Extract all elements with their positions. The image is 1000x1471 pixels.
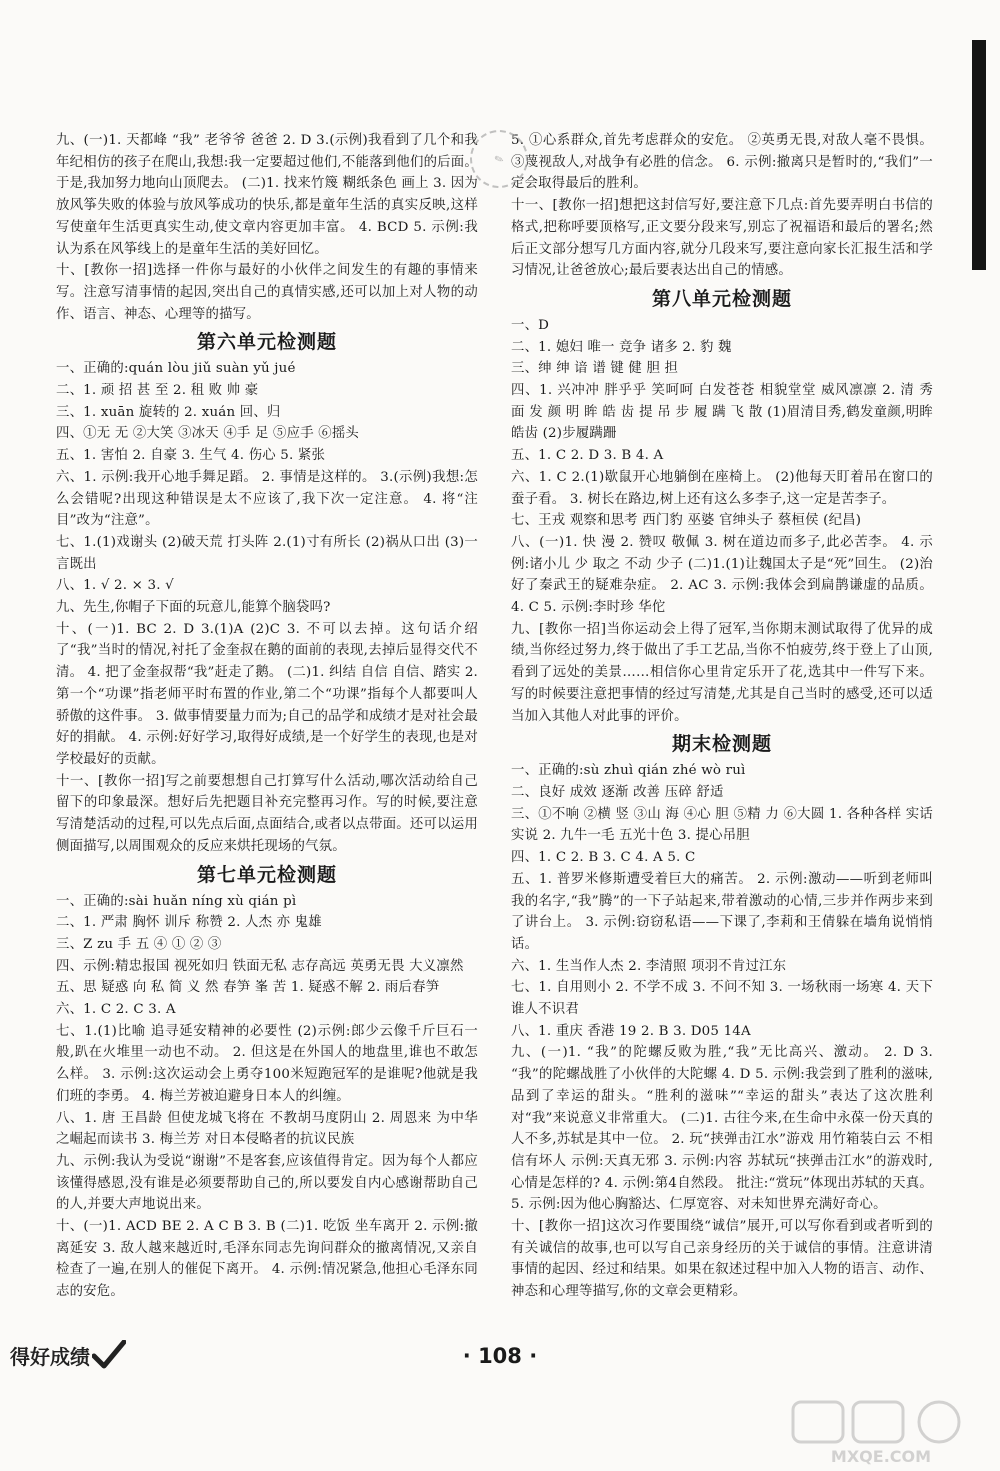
answer-paragraph: 五、思 疑惑 向 私 简 义 然 春笋 峯 苦 1. 疑惑不解 2. 雨后春笋 [56, 980, 440, 996]
answer-paragraph: 五、1. 普罗米修斯遭受着巨大的痛苦。 2. 示例:激动——听到老师叫我的名字,“我”腾”的一下子站起来,带着激动的心情,三步并作两步来到了讲台上。 3. 示例:窃窃私语——下课了,李莉和王倩躲在墙角说悄悄话。 [511, 871, 933, 952]
answer-paragraph: 七、1.(1)戏谢头 (2)破天荒 打头阵 2.(1)寸有所长 (2)祸从口出 (3)一言既出 [56, 534, 478, 572]
answer-paragraph: 5. ①心系群众,首先考虑群众的安危。 ②英勇无畏,对敌人毫不畏惧。 ③蔑视敌人,对战争有必胜的信念。 6. 示例:撤离只是暂时的,“我们”一定会取得最后的胜利。 [511, 133, 933, 192]
answer-paragraph: 三、Z zu 手 五 ④ ① ② ③ [56, 936, 222, 952]
watermark-text: MXQE.COM [830, 1447, 932, 1466]
answer-paragraph: 七、王戎 观察和思考 西门豹 巫婆 官绅头子 蔡桓侯 (纪昌) [511, 513, 862, 529]
answer-paragraph: 九、(一)1. “我”的陀螺反败为胜,“我”无比高兴、激动。 2. D 3. “我”的陀螺战胜了小伙伴的大陀螺 4. D 5. 示例:我尝到了胜利的滋味,品到了幸运的甜头。“胜利的滋味”“幸运的甜头”表达了这次胜利对“我”来说意义非常重大。 (二)1. 古往今来,在生命中永葆一份天真的人不多,苏轼是其中一位。 2. 玩“挟弹击江水”游戏 用竹箱装白云 不相信有坏人 示例:天真无邪 3. 示例:内容 苏轼玩“挟弹击江水”的游戏时,心情是怎样的? 4. 示例:第4自然段。 批注:“赏玩”体现出苏轼的天真。 5. 示例:因为他心胸豁达、仁厚宽容、对未知世界充满好奇心。 [511, 1045, 933, 1213]
answer-paragraph: 八、1. 唐 王昌龄 但使龙城飞将在 不教胡马度阴山 2. 周恩来 为中华之崛起而读书 3. 梅兰芳 对日本侵略者的抗议民族 [56, 1110, 478, 1148]
left-column [56, 130, 478, 1303]
answer-paragraph: 六、1. 示例:我开心地手舞足蹈。 2. 事情是这样的。 3.(示例)我想:怎么会错呢?出现这种错误是太不应该了,我下次一定注意。 4. 将“注目”改为“注意”。 [56, 469, 478, 529]
section-heading: 第六单元检测题 [196, 331, 337, 354]
answer-paragraph: 十、[教你一招]这次习作要围绕“诚信”展开,可以写你看到或者听到的有关诚信的故事,也可以写自己亲身经历的关于诚信的事情。注意讲清事情的起因、经过和结果。如果在叙述过程中加入人物的语言、动作、神态和心理等描写,你的文章会更精彩。 [511, 1219, 933, 1300]
answer-paragraph: 十、(一)1. BC 2. D 3.(1)A (2)C 3. 不可以去掉。这句话介绍了“我”当时的情况,衬托了金奎叔在鹅的面前的表现,去掉后显得交代不清。 4. 把了金奎叔帮“我”赶走了鹅。 (二)1. 纠结 自信 自信、踏实 2. 第一个“功课”指老师平时布置的作业,第二个“功课”指每个人都要叫人骄傲的这件事。 3. 做事情要量力而为;自己的品学和成绩才是对社会最好的捐献。 4. 示例:好好学习,取得好成绩,是一个好学生的表现,也是对学校最好的贡献。 [56, 621, 478, 767]
answer-paragraph: 五、1. C 2. D 3. B 4. A [511, 448, 664, 464]
section-heading: 第八单元检测题 [651, 287, 792, 310]
answer-paragraph: 三、1. xuān 旋转的 2. xuán 回、归 [56, 404, 281, 420]
answer-paragraph: 五、1. 害怕 2. 自豪 3. 生气 4. 伤心 5. 紧张 [56, 448, 326, 464]
answer-paragraph: 十一、[教你一招]写之前要想想自己打算写什么活动,哪次活动给自己留下的印象最深。想好后先把题目补充完整再习作。写的时候,要注意写清楚活动的过程,可以先点后面,点面结合,或者以点带面。还可以运用侧面描写,以周围观众的反应来烘托现场的气氛。 [56, 773, 478, 854]
answer-paragraph: 八、1. 重庆 香港 19 2. B 3. D05 14A [511, 1023, 751, 1039]
answer-paragraph: 六、1. C 2. C 3. A [56, 1002, 176, 1018]
answer-paragraph: 四、示例:精忠报国 视死如归 铁面无私 志存高远 英勇无畏 大义凛然 [56, 958, 464, 974]
answer-paragraph: 八、(一)1. 快 漫 2. 赞叹 敬佩 3. 树在道边而多子,此必苦李。 4. 示例:诸小儿 少 取之 不动 少子 (二)1.(1)让魏国太子是“死”回生。 (2)治好了秦武王的疑难杂症。 2. AC 3. 示例:我体会到扁鹊谦虚的品质。 4. C 5. 示例:李时珍 华佗 [511, 534, 933, 616]
answer-paragraph: 十一、[教你一招]想把这封信写好,要注意下几点:首先要弄明白书信的格式,把称呼要顶格写,正文要分段来写,别忘了祝福语和最后的署名;然后正文部分想写几方面内容,就分几段来写,要注意向家长汇报生活和学习情况,让爸爸放心;最后要表达出自己的情感。 [511, 198, 933, 279]
answer-paragraph: 四、①无 无 ②大笑 ③冰天 ④手 足 ⑤应手 ⑥摇头 [56, 426, 360, 442]
answer-paragraph: 三、绅 绅 谙 谱 键 健 胆 担 [511, 361, 679, 377]
answer-paragraph: 三、①不响 ②横 竖 ③山 海 ④心 胆 ⑤精 力 ⑥大圆 1. 各种各样 实话实说 2. 九牛一毛 五光十色 3. 提心吊胆 [511, 806, 933, 844]
brand-logo [10, 1340, 126, 1370]
answer-paragraph: 六、1. C 2.(1)歇鼠开心地躺倒在座椅上。 (2)他每天盯着吊在窗口的蚕子看。 3. 树长在路边,树上还有这么多李子,这一定是苦李子。 [511, 469, 933, 507]
answer-paragraph: 二、良好 成效 逐渐 改善 压碎 舒适 [511, 784, 724, 800]
page-number: · 108 · [462, 1344, 538, 1368]
answer-paragraph: 九、先生,你帽子下面的玩意儿,能算个脑袋吗? [56, 600, 331, 616]
answer-paragraph: 二、1. 顽 招 甚 至 2. 租 败 帅 豪 [56, 383, 259, 399]
answer-paragraph: 一、正确的:sài huǎn níng xù qián pì [56, 893, 297, 909]
answer-paragraph: 十、[教你一招]选择一件你与最好的小伙伴之间发生的有趣的事情来写。注意写清事情的起因,突出自己的真情实感,还可以加上对人物的动作、语言、神态、心理等的描写。 [56, 263, 478, 322]
answer-paragraph: 一、D [511, 317, 550, 333]
answer-paragraph: 八、1. √ 2. × 3. √ [56, 578, 174, 594]
answer-paragraph: 六、1. 生当作人杰 2. 李清照 项羽不肯过江东 [511, 958, 787, 974]
answer-paragraph: 七、1. 自用则小 2. 不学不成 3. 不问不知 3. 一场秋雨一场寒 4. 天下谁人不识君 [511, 980, 933, 1018]
answer-paragraph: 二、1. 严肃 胸怀 训斥 称赞 2. 人杰 亦 鬼雄 [56, 915, 322, 931]
answer-paragraph: 一、正确的:quán lòu jiǔ suàn yǔ jué [56, 361, 296, 377]
answer-paragraph: 四、1. 兴冲冲 胖乎乎 笑呵呵 白发苍苍 相貌堂堂 威风凛凛 2. 清 秀 面 发 颜 明 眸 皓 齿 提 吊 步 履 蹒 飞 散 (1)眉清目秀,鹤发童颜,明眸皓齿 (2)步履蹒跚 [511, 383, 933, 442]
section-heading: 期末检测题 [671, 733, 772, 756]
answer-paragraph: 四、1. C 2. B 3. C 4. A 5. C [511, 850, 696, 866]
checkmark-icon [92, 1340, 126, 1370]
answer-paragraph: 九、示例:我认为受说“谢谢”不是客套,应该值得肯定。因为每个人都应该懂得感恩,没有谁是必须要帮助自己的,所以要发自内心感谢帮助自己的人,并要大声地说出来。 [56, 1153, 478, 1213]
answer-paragraph: 七、1.(1)比喻 追寻延安精神的必要性 (2)示例:郎少云像千斤巨石一般,趴在火堆里一动也不动。 2. 但这是在外国人的地盘里,谁也不敢怎么样。 3. 示例:这次运动会上勇夺100米短跑冠军的是谁呢?他就是我们班的李勇。 4. 梅兰芳被迫避身日本人的纠缠。 [56, 1023, 478, 1104]
watermark-logo [789, 1398, 974, 1468]
brand-text: 得好成绩 [10, 1344, 90, 1369]
page-edge-bar [972, 40, 986, 270]
answer-paragraph: 九、(一)1. 天都峰 “我” 老爷爷 爸爸 2. D 3.(示例)我看到了几个和我年纪相仿的孩子在爬山,我想:我一定要超过他们,不能落到他们的后面。于是,我加努力地向山顶爬去。 (二)1. 找来竹篾 糊纸条色 画上 3. 因为放风筝失败的体验与放风筝成功的快乐,都是童年生活的真实反映,这样写使童年生活更真实生动,使文章内容更加丰富。 4. BCD 5. 示例:我认为系在风筝线上的是童年生活的美好回忆。 [56, 133, 478, 257]
answer-paragraph: 九、[教你一招]当你运动会上得了冠军,当你期末测试取得了优异的成绩,当你经过努力,终于做出了手工艺品,当你不怕疲劳,终于登上了山顶,看到了远处的美景……相信你心里肯定乐开了花,选其中一件写下来。写的时候要注意把事情的经过写清楚,尤其是自己当时的感受,还可以适当加入其他人对此事的评价。 [511, 621, 933, 724]
answer-paragraph: 一、正确的:sù zhuì qián zhé wò ruì [511, 763, 746, 779]
right-column [511, 130, 933, 1303]
answer-paragraph: 十、(一)1. ACD BE 2. A C B 3. B (二)1. 吃饭 坐车离开 2. 示例:撤离延安 3. 敌人越来越近时,毛泽东同志先询问群众的撤离情况,又亲自检查了一遍,在别人的催促下离开。 4. 示例:情况紧急,他担心毛泽东同志的安危。 [56, 1219, 478, 1300]
faded-stamp: ✎ [462, 122, 535, 195]
section-heading: 第七单元检测题 [196, 863, 337, 886]
answer-paragraph: 二、1. 媳妇 唯一 竞争 诸多 2. 豹 魏 [511, 339, 732, 355]
